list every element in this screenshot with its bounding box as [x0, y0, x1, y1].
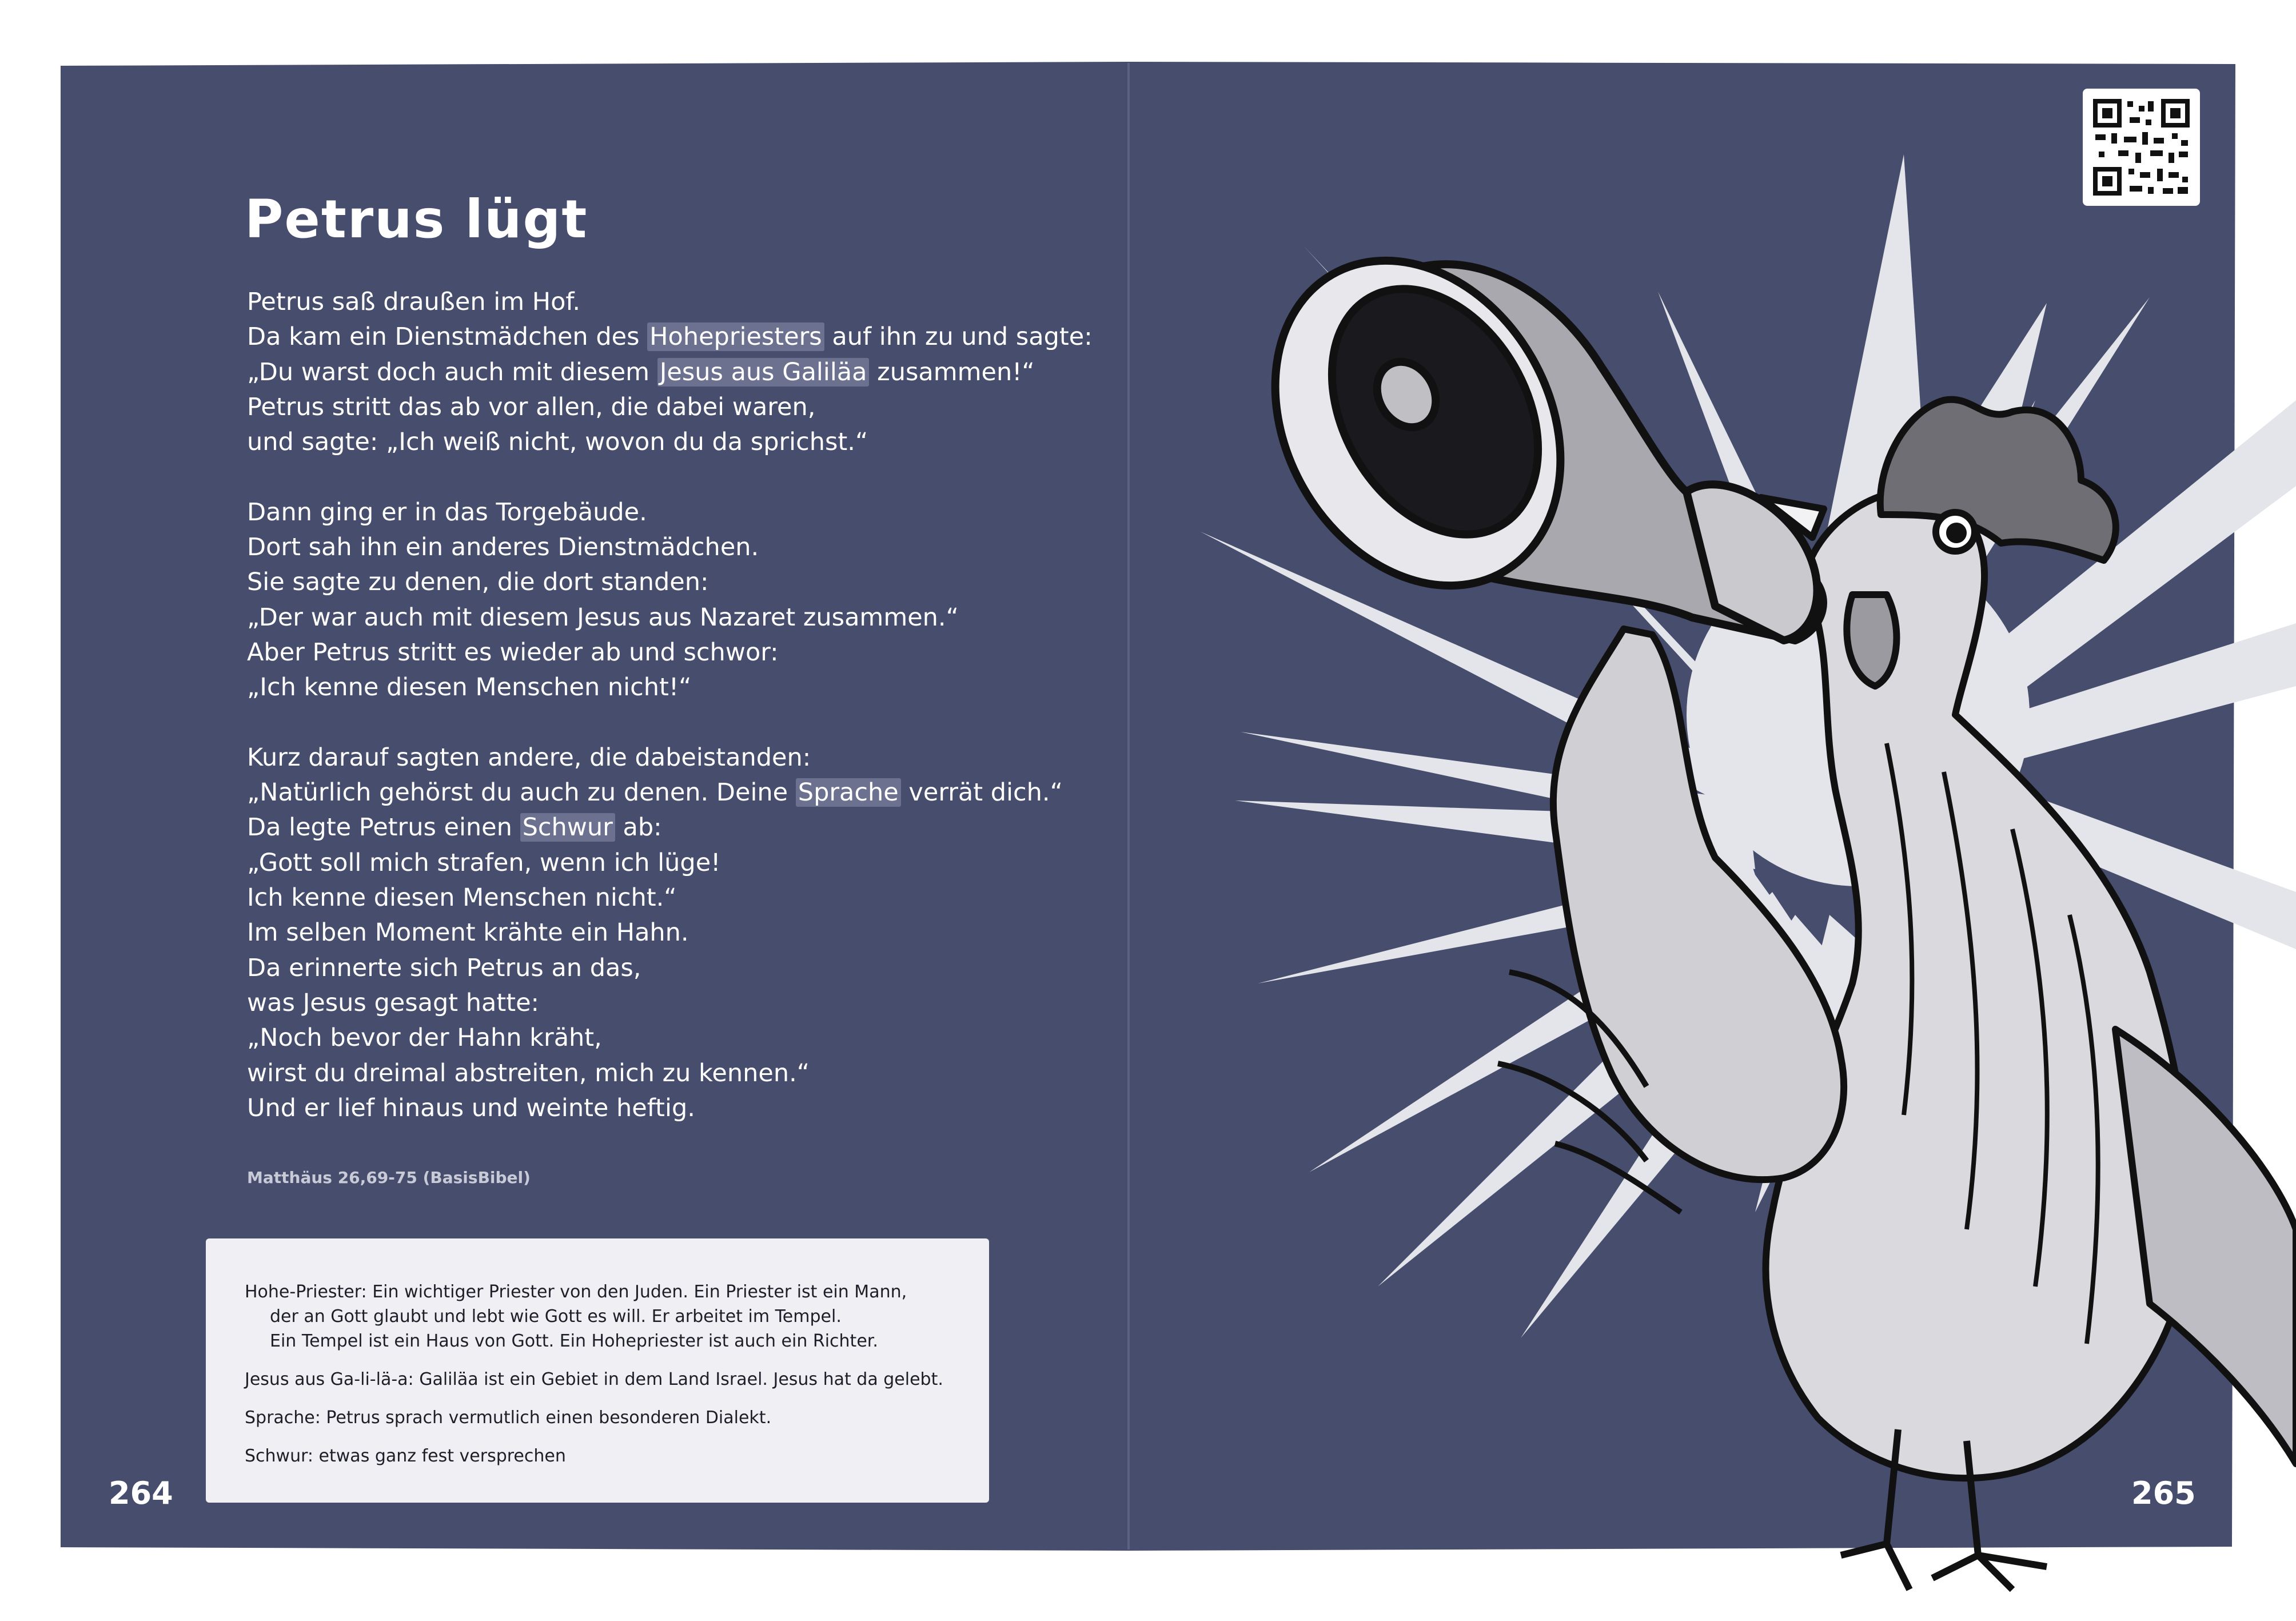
- glossary-term-highlight: Sprache: [796, 778, 901, 807]
- glossary-entry-schwur: Schwur: etwas ganz fest versprechen: [245, 1446, 566, 1466]
- story-line: „Natürlich gehörst du auch zu denen. Deine Sprache verrät dich.“: [247, 778, 1063, 807]
- story-line: Aber Petrus stritt es wieder ab und schwor:: [247, 638, 779, 667]
- megaphone-shape: [1218, 209, 1823, 640]
- story-line: Sie sagte zu denen, die dort standen:: [247, 568, 709, 597]
- page-title: Petrus lügt: [245, 189, 588, 250]
- glossary-entry-sprache: Sprache: Petrus sprach vermutlich einen besonderen Dialekt.: [245, 1408, 772, 1428]
- story-line: „Ich kenne diesen Menschen nicht!“: [247, 673, 692, 702]
- story-line: „Noch bevor der Hahn kräht,: [247, 1023, 602, 1053]
- story-line: „Du warst doch auch mit diesem Jesus aus Galiläa zusammen!“: [247, 357, 1035, 387]
- story-line: Dann ging er in das Torgebäude.: [247, 497, 647, 527]
- story-line: Dort sah ihn ein anderes Dienstmädchen.: [247, 533, 759, 562]
- story-line: wirst du dreimal abstreiten, mich zu kennen.“: [247, 1058, 810, 1088]
- story-line: Da erinnerte sich Petrus an das,: [247, 953, 641, 982]
- qr-code-icon: [2083, 89, 2200, 206]
- page-number-right: 265: [2131, 1475, 2196, 1511]
- story-line: „Der war auch mit diesem Jesus aus Nazaret zusammen.“: [247, 603, 959, 632]
- story-line: Petrus saß draußen im Hof.: [247, 288, 581, 316]
- story-line: Und er lief hinaus und weinte heftig.: [247, 1093, 695, 1122]
- story-line: „Gott soll mich strafen, wenn ich lüge!: [247, 848, 721, 877]
- glossary-entry-galilaea: Jesus aus Ga-li-lä-a: Galiläa ist ein Gebiet in dem Land Israel. Jesus hat da gelebt.: [245, 1369, 943, 1389]
- story-line: und sagte: „Ich weiß nicht, wovon du da sprichst.“: [247, 428, 868, 457]
- glossary-term-highlight: Schwur: [520, 813, 615, 842]
- story-line: Kurz darauf sagten andere, die dabeistanden:: [247, 743, 811, 772]
- glossary-entry-hohepriester: Hohe-Priester: Ein wichtiger Priester von den Juden. Ein Priester ist ein Mann, der an Gott glaubt und lebt wie Gott es will. Er arbeitet im Tempel. Ein Tempel ist ein Haus von Gott. Ein Hohepriester ist auch ein Richter.: [245, 1282, 907, 1351]
- story-line: Ich kenne diesen Menschen nicht.“: [247, 883, 677, 913]
- story-line: Da legte Petrus einen Schwur ab:: [247, 813, 662, 842]
- story-line: was Jesus gesagt hatte:: [247, 988, 540, 1017]
- bible-reference: Matthäus 26,69-75 (BasisBibel): [247, 1168, 531, 1187]
- story-line: Petrus stritt das ab vor allen, die dabei waren,: [247, 392, 816, 421]
- glossary-term-highlight: Jesus aus Galiläa: [657, 358, 870, 387]
- story-line: Im selben Moment krähte ein Hahn.: [247, 918, 689, 947]
- story-line: Da kam ein Dienstmädchen des Hohepriesters auf ihn zu und sagte:: [247, 322, 1093, 352]
- page-number-left: 264: [109, 1475, 173, 1511]
- glossary-term-highlight: Hohepriesters: [647, 322, 824, 351]
